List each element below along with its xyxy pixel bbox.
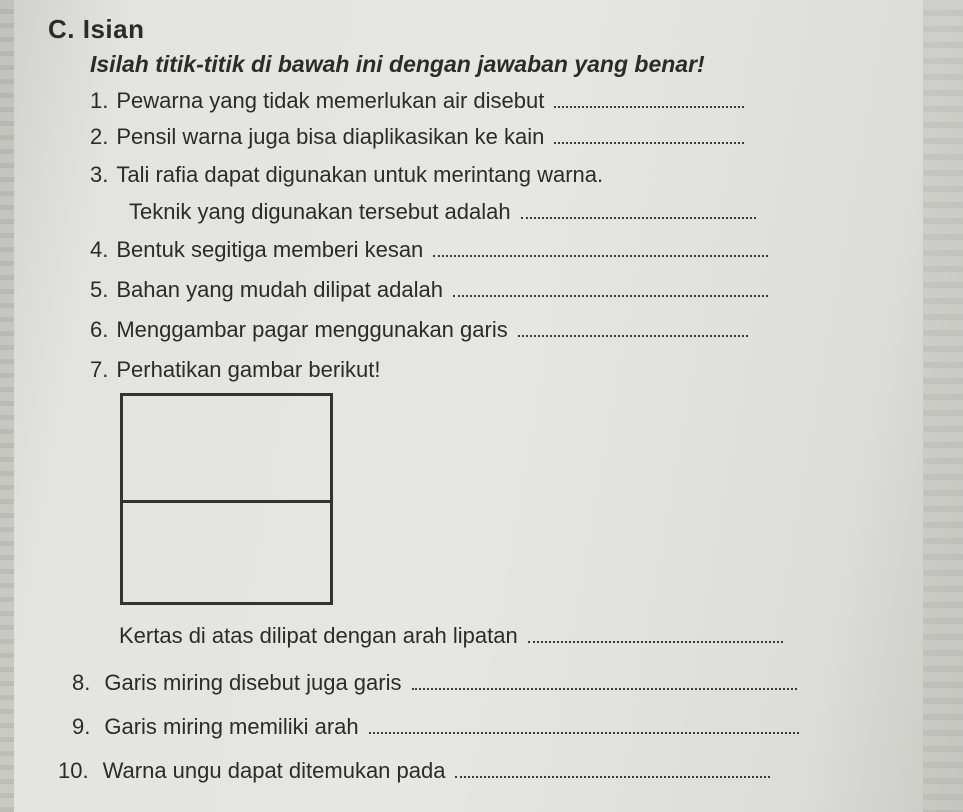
question-text: Warna ungu dapat ditemukan pada	[102, 758, 446, 783]
question-text: Tali rafia dapat digunakan untuk merintang warna.	[116, 162, 604, 187]
question-5	[90, 277, 768, 303]
answer-blank[interactable]	[412, 684, 797, 690]
question-3-continuation	[129, 199, 756, 225]
question-text: Garis miring disebut juga garis	[104, 670, 402, 695]
answer-blank[interactable]	[554, 138, 744, 144]
question-4	[90, 237, 768, 263]
folded-paper-figure	[120, 393, 333, 605]
fold-line	[123, 500, 330, 503]
question-number: 4.	[90, 237, 109, 262]
question-text: Perhatikan gambar berikut!	[116, 357, 381, 382]
question-text: Pewarna yang tidak memerlukan air disebut	[116, 88, 545, 113]
question-7-continuation	[119, 623, 783, 649]
answer-blank[interactable]	[521, 213, 756, 219]
question-9	[72, 714, 799, 740]
question-1	[90, 88, 744, 114]
question-text: Kertas di atas dilipat dengan arah lipatan	[119, 623, 518, 648]
answer-blank[interactable]	[518, 331, 748, 337]
answer-blank[interactable]	[369, 728, 799, 734]
question-number: 10.	[58, 758, 89, 783]
answer-blank[interactable]	[554, 102, 744, 108]
question-number: 8.	[72, 670, 91, 695]
question-3	[90, 162, 603, 188]
question-text: Bentuk segitiga memberi kesan	[116, 237, 424, 262]
answer-blank[interactable]	[453, 291, 768, 297]
answer-blank[interactable]	[528, 637, 783, 643]
question-number: 3.	[90, 162, 109, 187]
question-10	[58, 758, 770, 784]
answer-blank[interactable]	[433, 251, 768, 257]
section-title: C. Isian	[48, 14, 145, 44]
question-number: 9.	[72, 714, 91, 739]
question-number: 1.	[90, 88, 109, 113]
question-number: 5.	[90, 277, 109, 302]
question-text: Garis miring memiliki arah	[104, 714, 359, 739]
question-text: Pensil warna juga bisa diaplikasikan ke kain	[116, 124, 545, 149]
question-number: 6.	[90, 317, 109, 342]
question-number: 2.	[90, 124, 109, 149]
instruction-text: Isilah titik-titik di bawah ini dengan jawaban yang benar!	[90, 51, 705, 77]
question-7	[90, 357, 381, 383]
question-8	[72, 670, 797, 696]
question-text: Bahan yang mudah dilipat adalah	[116, 277, 443, 302]
question-text: Teknik yang digunakan tersebut adalah	[129, 199, 511, 224]
page-right-edge	[923, 0, 963, 812]
question-text: Menggambar pagar menggunakan garis	[116, 317, 508, 342]
question-2	[90, 124, 744, 150]
answer-blank[interactable]	[455, 772, 770, 778]
question-number: 7.	[90, 357, 109, 382]
page-left-edge	[0, 0, 14, 812]
question-6	[90, 317, 748, 343]
